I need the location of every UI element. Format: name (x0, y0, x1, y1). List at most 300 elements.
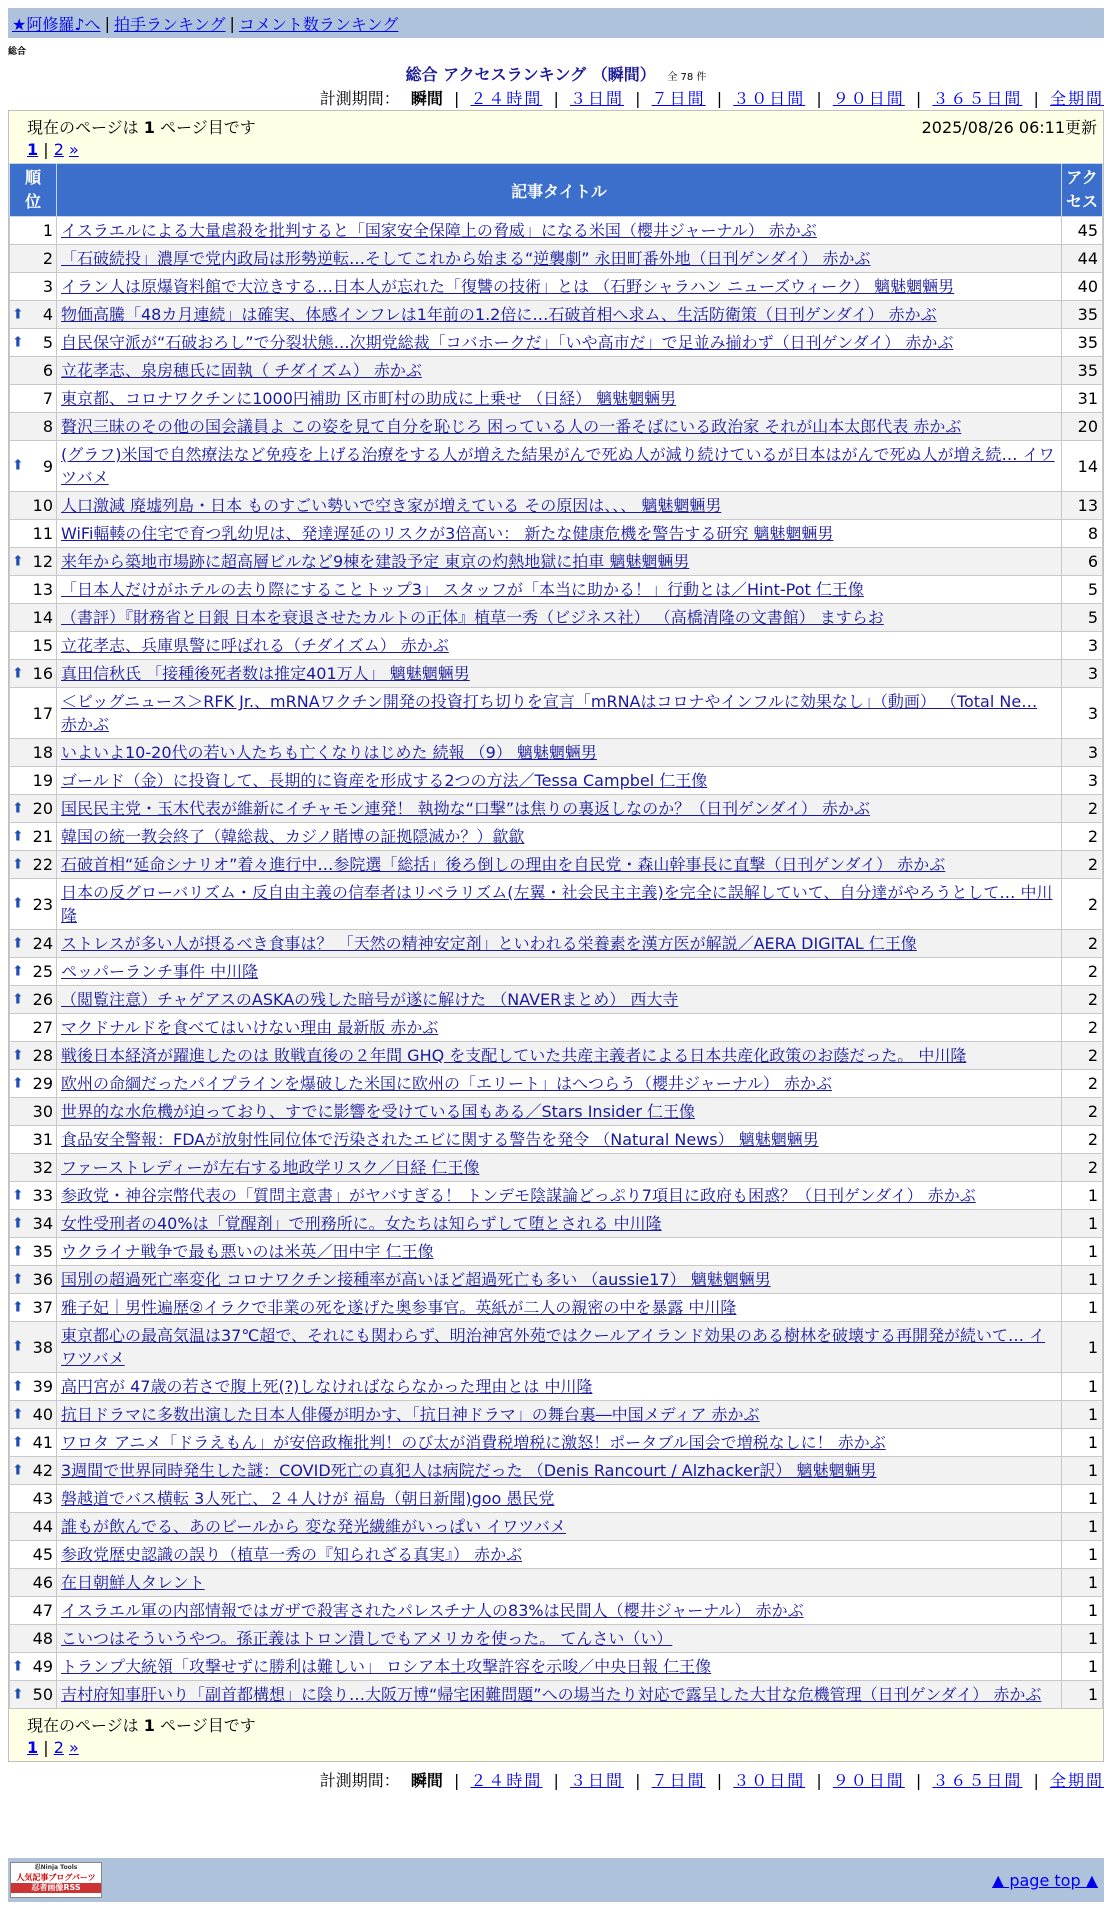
pager-page-1[interactable]: 1 (27, 140, 39, 159)
rank-cell (10, 548, 57, 576)
ranking-table (9, 163, 1103, 1709)
rank-cell (10, 1154, 57, 1182)
article-link[interactable]: トランプ大統領「攻撃せずに勝利は難しい」 ロシア本土攻撃許容を示唆／中央日報 仁王像 (61, 1657, 712, 1676)
title-cell (57, 1154, 1062, 1182)
rank-number: 8 (42, 417, 53, 436)
access-count: 3 (1062, 660, 1103, 688)
article-link[interactable]: 戦後日本経済が躍進したのは 敗戦直後の２年間 GHQ を支配していた共産主義者による日本共産化政策のお蔭だった。 中川隆 (61, 1046, 967, 1065)
period-link-all[interactable]: 全期間 (1049, 1771, 1104, 1790)
rank-up-arrow-icon: ⬆ (12, 1187, 24, 1203)
article-link[interactable]: 自民保守派が“石破おろし”で分裂状態…次期党総裁「コバホークだ」「いや高市だ」で足並み揃わず（日刊ゲンダイ） 赤かぶ (61, 333, 954, 352)
title-cell (57, 1182, 1062, 1210)
article-link[interactable]: 誰もが飲んでる、あのビールから 変な発光繊維がいっぱい イワツバメ (61, 1517, 566, 1536)
rank-cell (10, 795, 57, 823)
rank-number: 1 (42, 221, 53, 240)
table-row (10, 413, 1103, 441)
period-link-365d[interactable]: ３６５日間 (932, 89, 1023, 108)
rank-number: 10 (32, 496, 53, 515)
pager-next[interactable]: » (69, 140, 79, 159)
title-cell (57, 576, 1062, 604)
total-count: 全 78 件 (667, 72, 707, 83)
pager-top: 1 | 2 » (27, 140, 79, 159)
rank-up-arrow-icon: ⬆ (12, 1462, 24, 1478)
rank-cell (10, 1681, 57, 1709)
category-label: 総合 (8, 47, 27, 57)
rank-up-arrow-icon: ⬆ (12, 1271, 24, 1287)
rank-number: 50 (32, 1685, 53, 1704)
period-link-90d[interactable]: ９０日間 (832, 89, 905, 108)
rank-cell (10, 1513, 57, 1541)
access-count: 2 (1062, 1098, 1103, 1126)
rank-number: 33 (32, 1186, 53, 1205)
title-cell (57, 823, 1062, 851)
period-link-30d[interactable]: ３０日間 (733, 1771, 806, 1790)
rank-number: 36 (32, 1270, 53, 1289)
table-row (10, 385, 1103, 413)
article-link[interactable]: イラン人は原爆資料館で大泣きする…日本人が忘れた「復讐の技術」とは （石野シャラハン ニューズウィーク） 魑魅魍魎男 (61, 277, 955, 296)
rank-cell (10, 1098, 57, 1126)
rank-number: 37 (32, 1298, 53, 1317)
rank-number: 3 (42, 277, 53, 296)
rank-up-arrow-icon: ⬆ (12, 1686, 24, 1702)
article-link[interactable]: 立花孝志、泉房穂氏に固執（ チダイズム） 赤かぶ (61, 361, 422, 380)
access-count: 6 (1062, 548, 1103, 576)
header-title: 記事タイトル (57, 164, 1062, 217)
rank-cell (10, 1294, 57, 1322)
table-row (10, 795, 1103, 823)
table-row (10, 660, 1103, 688)
ranking-body (10, 217, 1103, 1709)
table-row (10, 441, 1103, 492)
article-link[interactable]: ファーストレディーが左右する地政学リスク／日経 仁王像 (61, 1158, 480, 1177)
article-link[interactable]: 抗日ドラマに多数出演した日本人俳優が明かす、「抗日神ドラマ」の舞台裏―中国メディア 赤かぶ (61, 1405, 760, 1424)
table-row (10, 688, 1103, 739)
rank-cell (10, 879, 57, 930)
rank-number: 18 (32, 743, 53, 762)
pager-next[interactable]: » (69, 1738, 79, 1757)
article-link[interactable]: 物価高騰「48カ月連続」は確実、体感インフレは1年前の1.2倍に…石破首相へ求ム、生活防衛策（日刊ゲンダイ） 赤かぶ (61, 305, 937, 324)
article-link[interactable]: 国別の超過死亡率変化 コロナワクチン接種率が高いほど超過死亡も多い （aussie17） 魑魅魍魎男 (61, 1270, 771, 1289)
access-count: 20 (1062, 413, 1103, 441)
title-cell (57, 986, 1062, 1014)
title-cell (57, 767, 1062, 795)
title-cell (57, 1210, 1062, 1238)
updated-timestamp: 2025/08/26 06:11更新 (921, 118, 1097, 137)
rank-number: 46 (32, 1573, 53, 1592)
rank-number: 21 (32, 827, 53, 846)
period-link-3d[interactable]: ３日間 (570, 1771, 625, 1790)
access-count: 2 (1062, 823, 1103, 851)
title-cell (57, 1294, 1062, 1322)
rank-cell (10, 1014, 57, 1042)
article-link[interactable]: （書評）『財務省と日銀 日本を衰退させたカルトの正体』植草一秀（ビジネス社） （高橋清隆の文書館） ますらお (61, 608, 884, 627)
title-cell (57, 413, 1062, 441)
article-link[interactable]: 来年から築地市場跡に超高層ビルなど9棟を建設予定 東京の灼熱地獄に拍車 魑魅魍魎男 (61, 552, 690, 571)
table-row (10, 1210, 1103, 1238)
rank-number: 13 (32, 580, 53, 599)
title-cell (57, 1457, 1062, 1485)
rank-number: 15 (32, 636, 53, 655)
table-row (10, 604, 1103, 632)
rank-number: 24 (32, 934, 53, 953)
access-count: 35 (1062, 301, 1103, 329)
access-count: 1 (1062, 1681, 1103, 1709)
table-row (10, 1681, 1103, 1709)
table-row (10, 1126, 1103, 1154)
title-cell (57, 1541, 1062, 1569)
access-count: 1 (1062, 1373, 1103, 1401)
period-link-30d[interactable]: ３０日間 (733, 89, 806, 108)
rank-number: 29 (32, 1074, 53, 1093)
title-cell (57, 385, 1062, 413)
rank-cell (10, 1322, 57, 1373)
period-link-all[interactable]: 全期間 (1049, 89, 1104, 108)
access-count: 2 (1062, 879, 1103, 930)
table-row (10, 930, 1103, 958)
rank-up-arrow-icon: ⬆ (12, 1299, 24, 1315)
title-cell (57, 604, 1062, 632)
access-count: 14 (1062, 441, 1103, 492)
period-link-7d[interactable]: ７日間 (651, 1771, 706, 1790)
header-rank: 順 位 (10, 164, 57, 217)
article-link[interactable]: ペッパーランチ事件 中川隆 (61, 962, 259, 981)
article-link[interactable]: 国民民主党・玉木代表が維新にイチャモン連発！ 執拗な“口撃”は焦りの裏返しなのか？（日刊ゲンダイ） 赤かぶ (61, 799, 870, 818)
article-link[interactable]: 参政党・神谷宗幣代表の「質問主意書」がヤバすぎる！ トンデモ陰謀論どっぷり7項目に政府も困惑？（日刊ゲンダイ） 赤かぶ (61, 1186, 976, 1205)
table-row (10, 492, 1103, 520)
rank-number: 27 (32, 1018, 53, 1037)
table-row (10, 1182, 1103, 1210)
rank-number: 44 (32, 1517, 53, 1536)
title-cell (57, 795, 1062, 823)
table-row (10, 217, 1103, 245)
rank-number: 42 (32, 1461, 53, 1480)
title-cell (57, 520, 1062, 548)
title-cell (57, 301, 1062, 329)
period-link-24h[interactable]: ２４時間 (470, 89, 543, 108)
ninja-tools-logo[interactable]: 忍Ninja Tools 人気記事ブログパーツ 忍者画像RSS (10, 1862, 102, 1898)
access-count: 2 (1062, 1126, 1103, 1154)
period-selector-bottom: 計測期間： 瞬間 | ２４時間 | ３日間 | ７日間 | ３０日間 | ９０日間 | ３６５日間 | 全期間 (319, 1771, 1104, 1790)
article-link[interactable]: ワロタ アニメ「ドラえもん」が安倍政権批判！のび太が消費税増税に激怒！ポータブル国会で増税なしに！ 赤かぶ (61, 1433, 886, 1452)
rank-cell (10, 1541, 57, 1569)
nav-link-asyura[interactable]: ★阿修羅♪へ (12, 14, 101, 34)
rank-number: 2 (42, 249, 53, 268)
article-link[interactable]: 雅子妃｜男性遍歴②イラクで非業の死を遂げた奥参事官。英紙が二人の親密の中を暴露 中川隆 (61, 1298, 737, 1317)
table-row (10, 1541, 1103, 1569)
title-cell (57, 217, 1062, 245)
rank-cell (10, 520, 57, 548)
article-link[interactable]: 東京都、コロナワクチンに1000円補助 区市町村の助成に上乗せ （日経） 魑魅魍魎男 (61, 389, 677, 408)
rank-up-arrow-icon: ⬆ (12, 828, 24, 844)
title-cell (57, 1070, 1062, 1098)
table-row (10, 986, 1103, 1014)
table-row (10, 273, 1103, 301)
current-page-number: 1 (143, 1716, 155, 1735)
article-link[interactable]: 高円宮が 47歳の若さで腹上死(?)しなければならなかった理由とは 中川隆 (61, 1377, 593, 1396)
article-link[interactable]: 石破首相“延命シナリオ”着々進行中…参院選「総括」後ろ倒しの理由を自民党・森山幹事長に直撃（日刊ゲンダイ） 赤かぶ (61, 855, 946, 874)
period-link-7d[interactable]: ７日間 (651, 89, 706, 108)
article-link[interactable]: 「石破続投」濃厚で党内政局は形勢逆転…そしてこれから始まる“逆襲劇” 永田町番外地（日刊ゲンダイ） 赤かぶ (61, 249, 871, 268)
rank-cell (10, 688, 57, 739)
rank-cell (10, 767, 57, 795)
table-row (10, 1401, 1103, 1429)
rank-up-arrow-icon: ⬆ (12, 553, 24, 569)
footer-bar (8, 1858, 1104, 1902)
rank-up-arrow-icon: ⬆ (12, 665, 24, 681)
rank-cell (10, 1485, 57, 1513)
table-row (10, 1513, 1103, 1541)
ranking-box (8, 110, 1104, 1762)
rank-cell (10, 1401, 57, 1429)
article-link[interactable]: いよいよ10-20代の若い人たちも亡くなりはじめた 続報 （9） 魑魅魍魎男 (61, 743, 597, 762)
table-row (10, 245, 1103, 273)
title-cell (57, 1266, 1062, 1294)
pager-page-1[interactable]: 1 (27, 1738, 39, 1757)
table-row (10, 1653, 1103, 1681)
current-page-text: 現在のページは 1 ページ目です (27, 1716, 256, 1735)
title-cell (57, 273, 1062, 301)
table-row (10, 1154, 1103, 1182)
rank-number: 30 (32, 1102, 53, 1121)
period-label: 計測期間： (319, 1771, 400, 1790)
table-row (10, 301, 1103, 329)
rank-up-arrow-icon: ⬆ (12, 1434, 24, 1450)
rank-up-arrow-icon: ⬆ (12, 1658, 24, 1674)
rank-cell (10, 851, 57, 879)
title-cell (57, 660, 1062, 688)
article-link[interactable]: ゴールド（金）に投資して、長期的に資産を形成する2つの方法／Tessa Campbel 仁王像 (61, 771, 708, 790)
page-info-top (9, 111, 1103, 163)
rank-cell (10, 1597, 57, 1625)
article-link[interactable]: 食品安全警報：FDAが放射性同位体で汚染されたエビに関する警告を発令 （Natural News） 魑魅魍魎男 (61, 1130, 819, 1149)
access-count: 8 (1062, 520, 1103, 548)
rank-up-arrow-icon: ⬆ (12, 991, 24, 1007)
pager-page-2[interactable]: 2 (53, 140, 64, 159)
rank-number: 5 (42, 333, 53, 352)
access-count: 1 (1062, 1513, 1103, 1541)
rank-number: 6 (42, 361, 53, 380)
article-link[interactable]: 磐越道でバス横転 3人死亡、２４人けが 福島（朝日新聞)goo 愚民党 (61, 1489, 555, 1508)
rank-up-arrow-icon: ⬆ (12, 963, 24, 979)
title-cell (57, 1042, 1062, 1070)
rank-cell (10, 245, 57, 273)
access-count: 5 (1062, 576, 1103, 604)
access-count: 1 (1062, 1401, 1103, 1429)
rank-cell (10, 385, 57, 413)
rank-cell (10, 1042, 57, 1070)
article-link[interactable]: マクドナルドを食べてはいけない理由 最新版 赤かぶ (61, 1018, 439, 1037)
article-link[interactable]: (グラフ)米国で自然療法など免疫を上げる治療をする人が増えた結果がんで死ぬ人が減り続けているが日本はがんで死ぬ人が増え続… イワツバメ (61, 445, 1055, 487)
access-count: 3 (1062, 767, 1103, 795)
rank-cell (10, 1457, 57, 1485)
header-access: アク セス (1062, 164, 1103, 217)
rank-cell (10, 660, 57, 688)
rank-cell (10, 217, 57, 245)
article-link[interactable]: イスラエル軍の内部情報ではガザで殺害されたパレスチナ人の83%は民間人（櫻井ジャーナル） 赤かぶ (61, 1601, 804, 1620)
table-row (10, 576, 1103, 604)
access-count: 2 (1062, 930, 1103, 958)
table-row (10, 1429, 1103, 1457)
article-link[interactable]: 世界的な水危機が迫っており、すでに影響を受けている国もある／Stars Insider 仁王像 (61, 1102, 696, 1121)
table-row (10, 520, 1103, 548)
article-link[interactable]: （閲覧注意）チャゲアスのASKAの残した暗号が遂に解けた （NAVERまとめ） 西大寺 (61, 990, 679, 1009)
article-link[interactable]: WiFi輻輳の住宅で育つ乳幼児は、発達遅延のリスクが3倍高い： 新たな健康危機を警告する研究 魑魅魍魎男 (61, 524, 834, 543)
rank-cell (10, 930, 57, 958)
page-info-bottom (9, 1709, 1103, 1761)
rank-up-arrow-icon: ⬆ (12, 457, 24, 474)
table-row (10, 1625, 1103, 1653)
rank-number: 14 (32, 608, 53, 627)
article-link[interactable]: 「日本人だけがホテルの去り際にすることトップ3」 スタッフが「本当に助かる！」行動とは／Hint-Pot 仁王像 (61, 580, 864, 599)
rank-number: 26 (32, 990, 53, 1009)
article-link[interactable]: ＜ビッグニュース＞RFK Jr.、mRNAワクチン開発の投資打ち切りを宣言「mRNAはコロナやインフルに効果なし」（動画） （Total Ne… 赤かぶ (61, 692, 1038, 734)
access-count: 2 (1062, 1042, 1103, 1070)
article-link[interactable]: 東京都心の最高気温は37℃超で、それにも関わらず、明治神宮外苑ではクールアイランド効果のある樹林を破壊する再開発が続いて… イワツバメ (61, 1326, 1046, 1368)
nav-link-applause-ranking[interactable]: 拍手ランキング (113, 14, 226, 34)
title-cell (57, 1322, 1062, 1373)
period-link-90d[interactable]: ９０日間 (832, 1771, 905, 1790)
title-cell (57, 1485, 1062, 1513)
rank-number: 39 (32, 1377, 53, 1396)
access-count: 2 (1062, 1154, 1103, 1182)
rank-cell (10, 986, 57, 1014)
title-cell (57, 357, 1062, 385)
access-count: 1 (1062, 1653, 1103, 1681)
article-link[interactable]: イスラエルによる大量虐殺を批判すると「国家安全保障上の脅威」になる米国（櫻井ジャーナル） 赤かぶ (61, 221, 817, 240)
table-row (10, 1014, 1103, 1042)
rank-number: 4 (42, 305, 53, 324)
table-row (10, 1485, 1103, 1513)
table-row (10, 1373, 1103, 1401)
article-link[interactable]: 真田信秋氏 「接種後死者数は推定401万人」 魑魅魍魎男 (61, 664, 470, 683)
period-link-365d[interactable]: ３６５日間 (932, 1771, 1023, 1790)
rank-cell (10, 1238, 57, 1266)
title-cell (57, 851, 1062, 879)
access-count: 45 (1062, 217, 1103, 245)
title-cell (57, 688, 1062, 739)
title-cell (57, 1126, 1062, 1154)
table-row (10, 1597, 1103, 1625)
period-link-3d[interactable]: ３日間 (570, 89, 625, 108)
nav-link-comment-ranking[interactable]: コメント数ランキング (238, 14, 399, 34)
period-link-24h[interactable]: ２４時間 (470, 1771, 543, 1790)
article-link[interactable]: 女性受刑者の40%は「覚醒剤」で刑務所に。女たちは知らずして堕とされる 中川隆 (61, 1214, 662, 1233)
access-count: 2 (1062, 986, 1103, 1014)
rank-number: 48 (32, 1629, 53, 1648)
title-cell (57, 1625, 1062, 1653)
access-count: 1 (1062, 1569, 1103, 1597)
article-link[interactable]: 立花孝志、兵庫県警に呼ばれる（チダイズム） 赤かぶ (61, 636, 449, 655)
period-label: 計測期間： (319, 89, 400, 108)
rank-cell (10, 576, 57, 604)
article-link[interactable]: 贅沢三昧のその他の国会議員よ この姿を見て自分を恥じろ 困っている人の一番そばにいる政治家 それが山本太郎代表 赤かぶ (61, 417, 962, 436)
table-row (10, 1042, 1103, 1070)
period-current: 瞬間 (410, 89, 443, 108)
rank-cell (10, 1373, 57, 1401)
article-link[interactable]: 人口激減 廃墟列島・日本 ものすごい勢いで空き家が増えている その原因は、、、 魑魅魍魎男 (61, 496, 722, 515)
article-link[interactable]: 3週間で世界同時発生した謎：COVID死亡の真犯人は病院だった （Denis Rancourt / Alzhacker訳） 魑魅魍魎男 (61, 1461, 877, 1480)
title-cell (57, 1098, 1062, 1126)
nav-separator: | (229, 13, 235, 33)
rank-cell (10, 492, 57, 520)
article-link[interactable]: 在日朝鮮人タレント (61, 1573, 205, 1592)
title-cell (57, 492, 1062, 520)
rank-cell (10, 301, 57, 329)
title-cell (57, 1401, 1062, 1429)
table-row (10, 1266, 1103, 1294)
table-row (10, 1457, 1103, 1485)
rank-up-arrow-icon: ⬆ (12, 1047, 24, 1063)
rank-number: 45 (32, 1545, 53, 1564)
current-page-text: 現在のページは 1 ページ目です (27, 118, 256, 137)
access-count: 2 (1062, 958, 1103, 986)
article-link[interactable]: 参政党歴史認識の誤り（植草一秀の『知られざる真実』） 赤かぶ (61, 1545, 523, 1564)
access-count: 1 (1062, 1625, 1103, 1653)
rank-cell (10, 823, 57, 851)
page-top-link[interactable]: ▲ page top ▲ (991, 1871, 1098, 1890)
article-link[interactable]: 日本の反グローバリズム・反自由主義の信奉者はリベラリズム(左翼・社会民主主義)を完全に誤解していて、自分達がやろうとして… 中川隆 (61, 883, 1053, 925)
access-count: 1 (1062, 1485, 1103, 1513)
table-row (10, 879, 1103, 930)
access-count: 35 (1062, 329, 1103, 357)
rank-cell (10, 604, 57, 632)
rank-number: 11 (32, 524, 53, 543)
title-cell (57, 632, 1062, 660)
access-count: 2 (1062, 1070, 1103, 1098)
access-count: 3 (1062, 688, 1103, 739)
table-row (10, 823, 1103, 851)
rank-number: 7 (42, 389, 53, 408)
rank-cell (10, 273, 57, 301)
rank-number: 32 (32, 1158, 53, 1177)
title-cell (57, 329, 1062, 357)
access-count: 1 (1062, 1429, 1103, 1457)
access-count: 13 (1062, 492, 1103, 520)
table-header-row (10, 164, 1103, 217)
table-row (10, 1238, 1103, 1266)
title-cell (57, 930, 1062, 958)
title-cell (57, 739, 1062, 767)
article-link[interactable]: 韓国の統一教会終了（韓総裁、カジノ賭博の証拠隠滅か？）歙歙 (61, 827, 525, 846)
table-row (10, 632, 1103, 660)
pager-bottom: 1 | 2 » (27, 1738, 79, 1757)
access-count: 1 (1062, 1541, 1103, 1569)
rank-number: 16 (32, 664, 53, 683)
article-link[interactable]: 欧州の命綱だったパイプラインを爆破した米国に欧州の「エリート」はへつらう（櫻井ジャーナル） 赤かぶ (61, 1074, 833, 1093)
rank-number: 9 (42, 456, 53, 476)
pager-page-2[interactable]: 2 (53, 1738, 64, 1757)
rank-number: 49 (32, 1657, 53, 1676)
access-count: 2 (1062, 851, 1103, 879)
rank-cell (10, 329, 57, 357)
title-cell (57, 1653, 1062, 1681)
nav-separator: | (104, 13, 110, 33)
top-nav-bar (8, 8, 1104, 38)
table-row (10, 329, 1103, 357)
title-cell (57, 1373, 1062, 1401)
article-link[interactable]: ストレスが多い人が摂るべき食事は？ 「天然の精神安定剤」といわれる栄養素を漢方医が解説／AERA DIGITAL 仁王像 (61, 934, 917, 953)
title-cell (57, 1569, 1062, 1597)
access-count: 31 (1062, 385, 1103, 413)
rank-cell (10, 1210, 57, 1238)
access-count: 1 (1062, 1322, 1103, 1373)
article-link[interactable]: ウクライナ戦争で最も悪いのは米英／田中宇 仁王像 (61, 1242, 434, 1261)
article-link[interactable]: 吉村府知事肝いり「副首都構想」に陰り…大阪万博“帰宅困難問題”への場当たり対応で露呈した大甘な危機管理（日刊ゲンダイ） 赤かぶ (61, 1685, 1042, 1704)
rank-cell (10, 1569, 57, 1597)
article-link[interactable]: こいつはそういうやつ。孫正義はトロン潰しでもアメリカを使った。 てんさい（い） (61, 1629, 673, 1648)
access-count: 3 (1062, 739, 1103, 767)
ranking-title: 総合 アクセスランキング （瞬間） (405, 65, 656, 84)
